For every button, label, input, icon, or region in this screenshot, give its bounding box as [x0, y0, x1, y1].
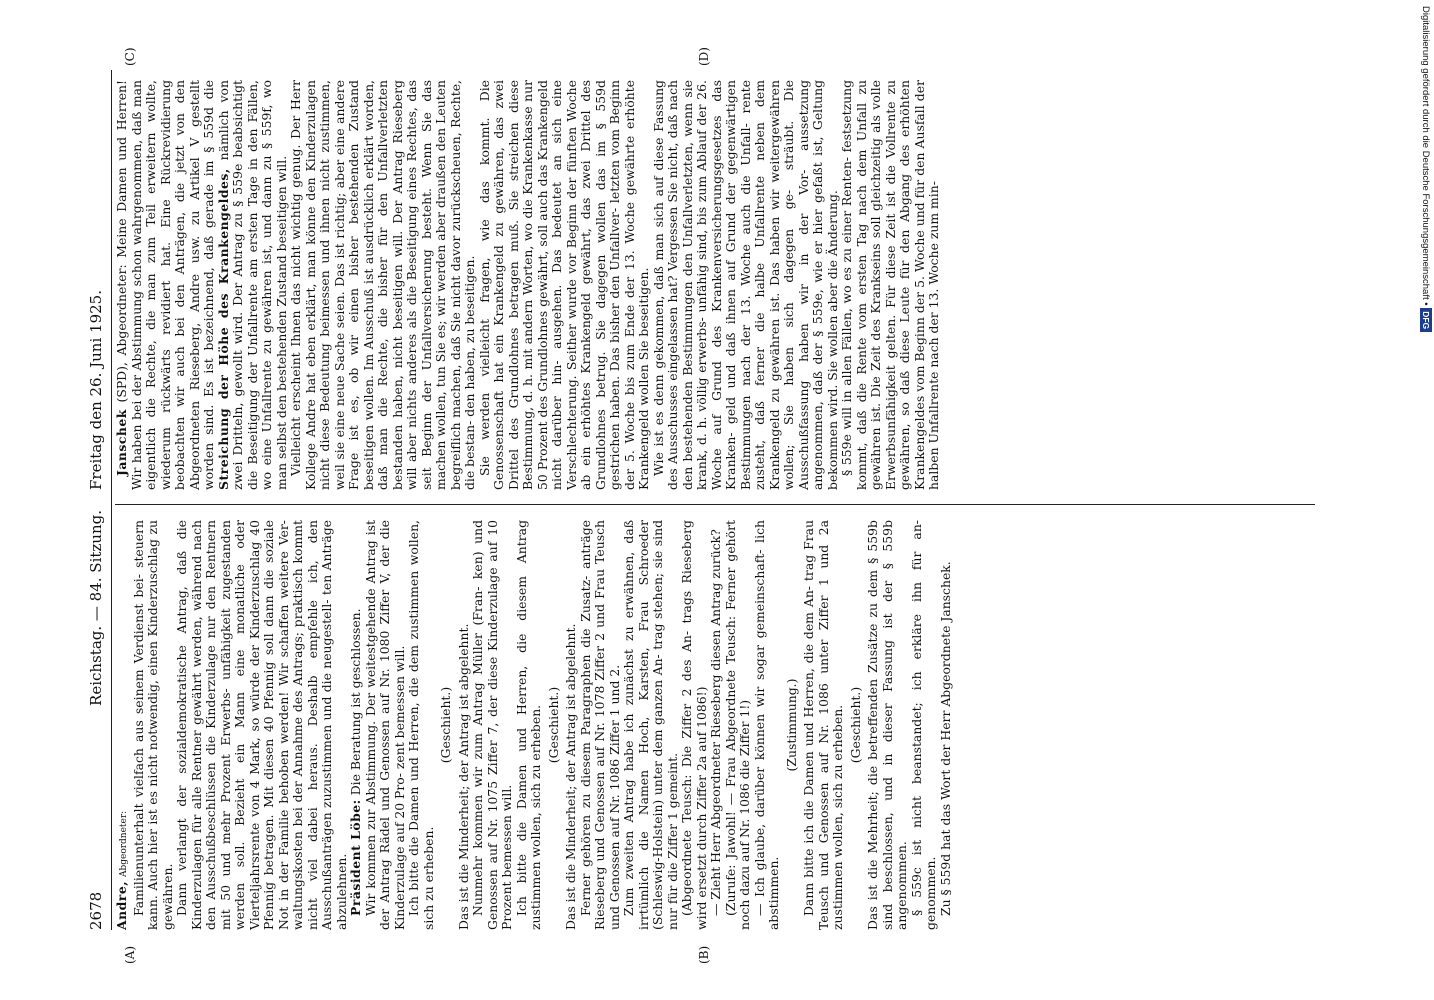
- left-column-paragraph: § 559c ist nicht beanstandet; ich erkläre ihn für an- genommen.: [908, 520, 938, 930]
- left-column-paragraph: — Ich glaube, darüber können wir sogar gemeinschaft- lich abstimmen.: [751, 520, 781, 930]
- left-column-paragraph: Nunmehr kommen wir zum Antrag Müller (Fran- ken) und Genossen auf Nr. 1075 Ziffer 7, der diese Kinderzulage auf 10 Prozent bemessen will.: [470, 520, 514, 930]
- left-column-paragraph: Dann verlangt der sozialdemokratische Antrag, daß die Kinderzulagen für alle Rentner gewährt werden, während nach den Ausschußbeschlüssen die Kinderzulage nur den Rentnern mit 50 und mehr Prozent Erwerbs- unfähigkeit zugestanden werden soll. Bezieht ein Mann eine monatliche oder Vierteljahrsrente von 4 Mark, so würde der Kinderzuschlag 40 Pfennig betragen. Mit diesen 40 Pfennig soll dann die soziale Not in der Familie behoben werden! Wir schaffen weitere Ver- waltungskosten bei der Annahme des Antrags; praktisch kommt nicht viel dabei heraus. Deshalb empfehle ich, den Ausschußanträgen zuzustimmen und die neugestell- ten Anträge abzulehnen.: [174, 520, 349, 930]
- left-column-paragraph: Andre, Abgeordneter:: [114, 810, 129, 930]
- rotated-page: [87, 47, 1347, 964]
- right-column: [115, 80, 1335, 490]
- left-column-paragraph: Ich bitte die Damen und Herren, die diesem Antrag zustimmen wollen, sich zu erheben.: [513, 520, 543, 930]
- left-column-paragraph: Zum zweiten Antrag habe ich zunächst zu erwähnen, daß irrtümlich die Namen Hoch, Karsten, Frau Schroeder (Schleswig-Holstein) unter dem ganzen An- trag stehen; sie sind nur für die Ziffer 1 gemeint.: [621, 520, 680, 930]
- left-column-paragraph: — Zieht Herr Abgeordneter Rieseberg diesen Antrag zurück?: [708, 529, 723, 916]
- header-rule: [111, 70, 112, 930]
- margin-mark-c: (C): [123, 47, 137, 66]
- margin-mark-a: (A): [123, 945, 137, 964]
- session-date: Freitag den 26. Juni 1925.: [87, 290, 105, 490]
- right-column-paragraph: Vielleicht erscheint Ihnen das nicht wichtig genug. Der Herr Kollege Andre hat eben erklärt, man könne den Kinderzulagen nicht diese Bedeutung beimessen und ihnen nicht zustimmen, weil sie eine neue Sache seien. Das ist richtig; aber eine andere Frage ist es, ob wir einen bisher bestehenden Zustand beseitigen wollen. Im Ausschuß ist ausdrücklich erklärt worden, daß man die Rechte, die bisher für den Unfallverletzten bestanden haben, nicht beseitigen will. Der Antrag Rieseberg will aber nichts anderes als die Beseitigung eines Rechtes, das seit Beginn der Unfallversicherung besteht. Wenn Sie das machen wollen, tun Sie es; wir werden aber draußen den Leuten begreiflich machen, daß Sie nicht davor zurückscheuen, Rechte, die bestan- den haben, zu beseitigen.: [288, 80, 477, 490]
- right-column-paragraph: Janschek (SPD), Abgeordneter: Meine Damen und Herren! Wir haben bei der Abstimmung schon wahrgenommen, daß man eigentlich die Rechte, die man zum Teil erweitern wollte, wiederum rückwärts revidiert hat. Eine Rückrevidierung beobachten wir auch bei den Anträgen, die jetzt von den Abgeordneten Rieseberg, Andre usw. zu Artikel V gestellt worden sind. Es ist bezeichnend, daß gerade im § 559d die Streichung der Höhe des Krankengeldes, nämlich von zwei Dritteln, gewollt wird. Der Antrag zu § 559e beabsichtigt die Beseitigung der Unfallrente am ersten Tage in den Fällen, wo eine Unfallrente zu gewähren ist, und dann zu § 559f, wo man selbst den bestehenden Zustand beseitigen will.: [114, 80, 289, 490]
- right-column-paragraph: Sie werden vielleicht fragen, wie das kommt. Die Genossenschaft hat ein Krankengeld zu gewähren, das zwei Drittel des Grundlohnes betragen muß. Sie streichen diese Bestimmung, d. h. mit andern Worten, wo die Krankenkasse nur 50 Prozent des Grundlohnes gewährt, soll auch das Krankengeld nicht darüber hin- ausgehen. Das bedeutet an sich eine Verschlechterung. Seither wurde vor Beginn der fünften Woche ab ein erhöhtes Krankengeld gewährt, das zwei Drittel des Grundlohnes betrug. Sie dagegen wollen das im § 559d gestrichen haben. Das bisher den Unfallver- letzten vom Beginn der 5. Woche bis zum Ende der 13. Woche gewährte erhöhte Krankengeld wollen Sie beseitigen.: [476, 80, 651, 490]
- page-scan: [87, 47, 1347, 964]
- dfg-badge: DFG: [1420, 308, 1432, 332]
- right-column-paragraph: § 559e will in allen Fällen, wo es zu einer Renten- festsetzung kommt, daß die Rente vom ersten Tag nach dem Unfall zu gewähren ist. Die Zeit des Krankseins soll gleichzeitig als volle Erwerbsunfähigkeit gelten. Für diese Zeit ist die Vollrente zu gewähren, so daß diese Leute für den Abgang des erhöhten Krankengeldes vom Beginn der 5. Woche und für den Ausfall der halben Unfallrente nach der 13. Woche zum min-: [839, 80, 941, 490]
- left-column-paragraph: (Zurufe: Jawohl! — Frau Abgeordnete Teusch: Ferner gehört noch dazu auf Nr. 1086 die Ziffer 1!): [722, 520, 752, 930]
- session-title: Reichstag. — 84. Sitzung.: [87, 510, 105, 706]
- digitization-sidebar: [1418, 6, 1432, 994]
- column-divider: [115, 504, 1315, 505]
- page-number: 2678: [87, 891, 105, 930]
- left-column-paragraph: Dann bitte ich die Damen und Herren, die dem An- trag Frau Teusch und Genossen auf Nr. 1086 unter Ziffer 1 und 2a zustimmen wollen, sich zu erheben.: [801, 520, 845, 930]
- left-column-paragraph: Zu § 559d hat das Wort der Herr Abgeordnete Janschek.: [937, 561, 953, 916]
- left-column: [115, 520, 1335, 930]
- left-column-paragraph: Wir kommen zur Abstimmung. Der weitestgehende Antrag ist der Antrag Rädel und Genossen auf Nr. 1080 Ziffer V, der die Kinderzulage auf 20 Pro- zent bemessen will.: [362, 520, 407, 930]
- left-column-paragraph: (Zustimmung.): [783, 678, 799, 772]
- left-column-paragraph: (Geschieht.): [847, 686, 863, 764]
- digitization-credit: Digitalisierung gefördert durch die Deutsche Forschungsgemeinschaft •: [1420, 6, 1431, 306]
- page-header: [87, 70, 109, 930]
- left-column-paragraph: (Geschieht.): [545, 686, 561, 764]
- left-column-paragraph: Familienunterhalt vielfach aus seinem Verdienst bei- steuern kann. Auch hier ist es nicht notwendig, einen Kinderzuschlag zu gewähren.: [130, 520, 175, 930]
- left-column-paragraph: Das ist die Mehrheit; die betreffenden Zusätze zu dem § 559b sind beschlossen, und in dieser Fassung ist der § 559b angenommen.: [865, 520, 909, 930]
- right-column-paragraph: Wie ist es denn gekommen, daß man sich auf diese Fassung des Ausschusses eingelassen hat? Vergessen Sie nicht, daß nach den bestehenden Bestimmungen den Unfallverletzten, wenn sie krank, d. h. völlig erwerbs- unfähig sind, bis zum Ablauf der 26. Woche auf Grund des Krankenversicherungsgesetzes das Kranken- geld und daß ihnen auf Grund der gegenwärtigen Bestimmungen nach der 13. Woche auch die Unfall- rente zusteht, daß ferner die halbe Unfallrente neben dem Krankengeld zu gewähren ist. Das haben wir weitergewähren wollen; Sie haben sich dagegen ge- sträubt. Die Ausschußfassung haben wir in der Vor- aussetzung angenommen, daß der § 559e, wie er hier gefaßt ist, Geltung bekommen wird. Sie wollen aber die Änderung.: [650, 80, 840, 490]
- left-column-paragraph: (Geschieht.): [438, 686, 453, 764]
- left-column-paragraph: Das ist die Minderheit; der Antrag ist abgelehnt.: [563, 623, 578, 930]
- left-column-paragraph: Ich bitte die Damen und Herren, die dem zustimmen wollen, sich zu erheben.: [406, 520, 436, 930]
- margin-mark-d: (D): [697, 47, 711, 66]
- margin-mark-b: (B): [697, 945, 711, 964]
- left-column-paragraph: Das ist die Minderheit; der Antrag ist abgelehnt.: [455, 623, 471, 930]
- left-column-paragraph: Ferner gehören zu diesem Paragraphen die Zusatz- anträge Rieseberg und Genossen auf Nr. 1078 Ziffer 2 und Frau Teusch und Genossen auf Nr. 1086 Ziffer 1 und 2.: [577, 520, 622, 930]
- left-column-paragraph: (Abgeordnete Teusch: Die Ziffer 2 des An- trags Rieseberg wird ersetzt durch Ziffer 2a auf 1086!): [679, 520, 709, 930]
- left-column-paragraph: Präsident Löbe: Die Beratung ist geschlossen.: [348, 608, 363, 916]
